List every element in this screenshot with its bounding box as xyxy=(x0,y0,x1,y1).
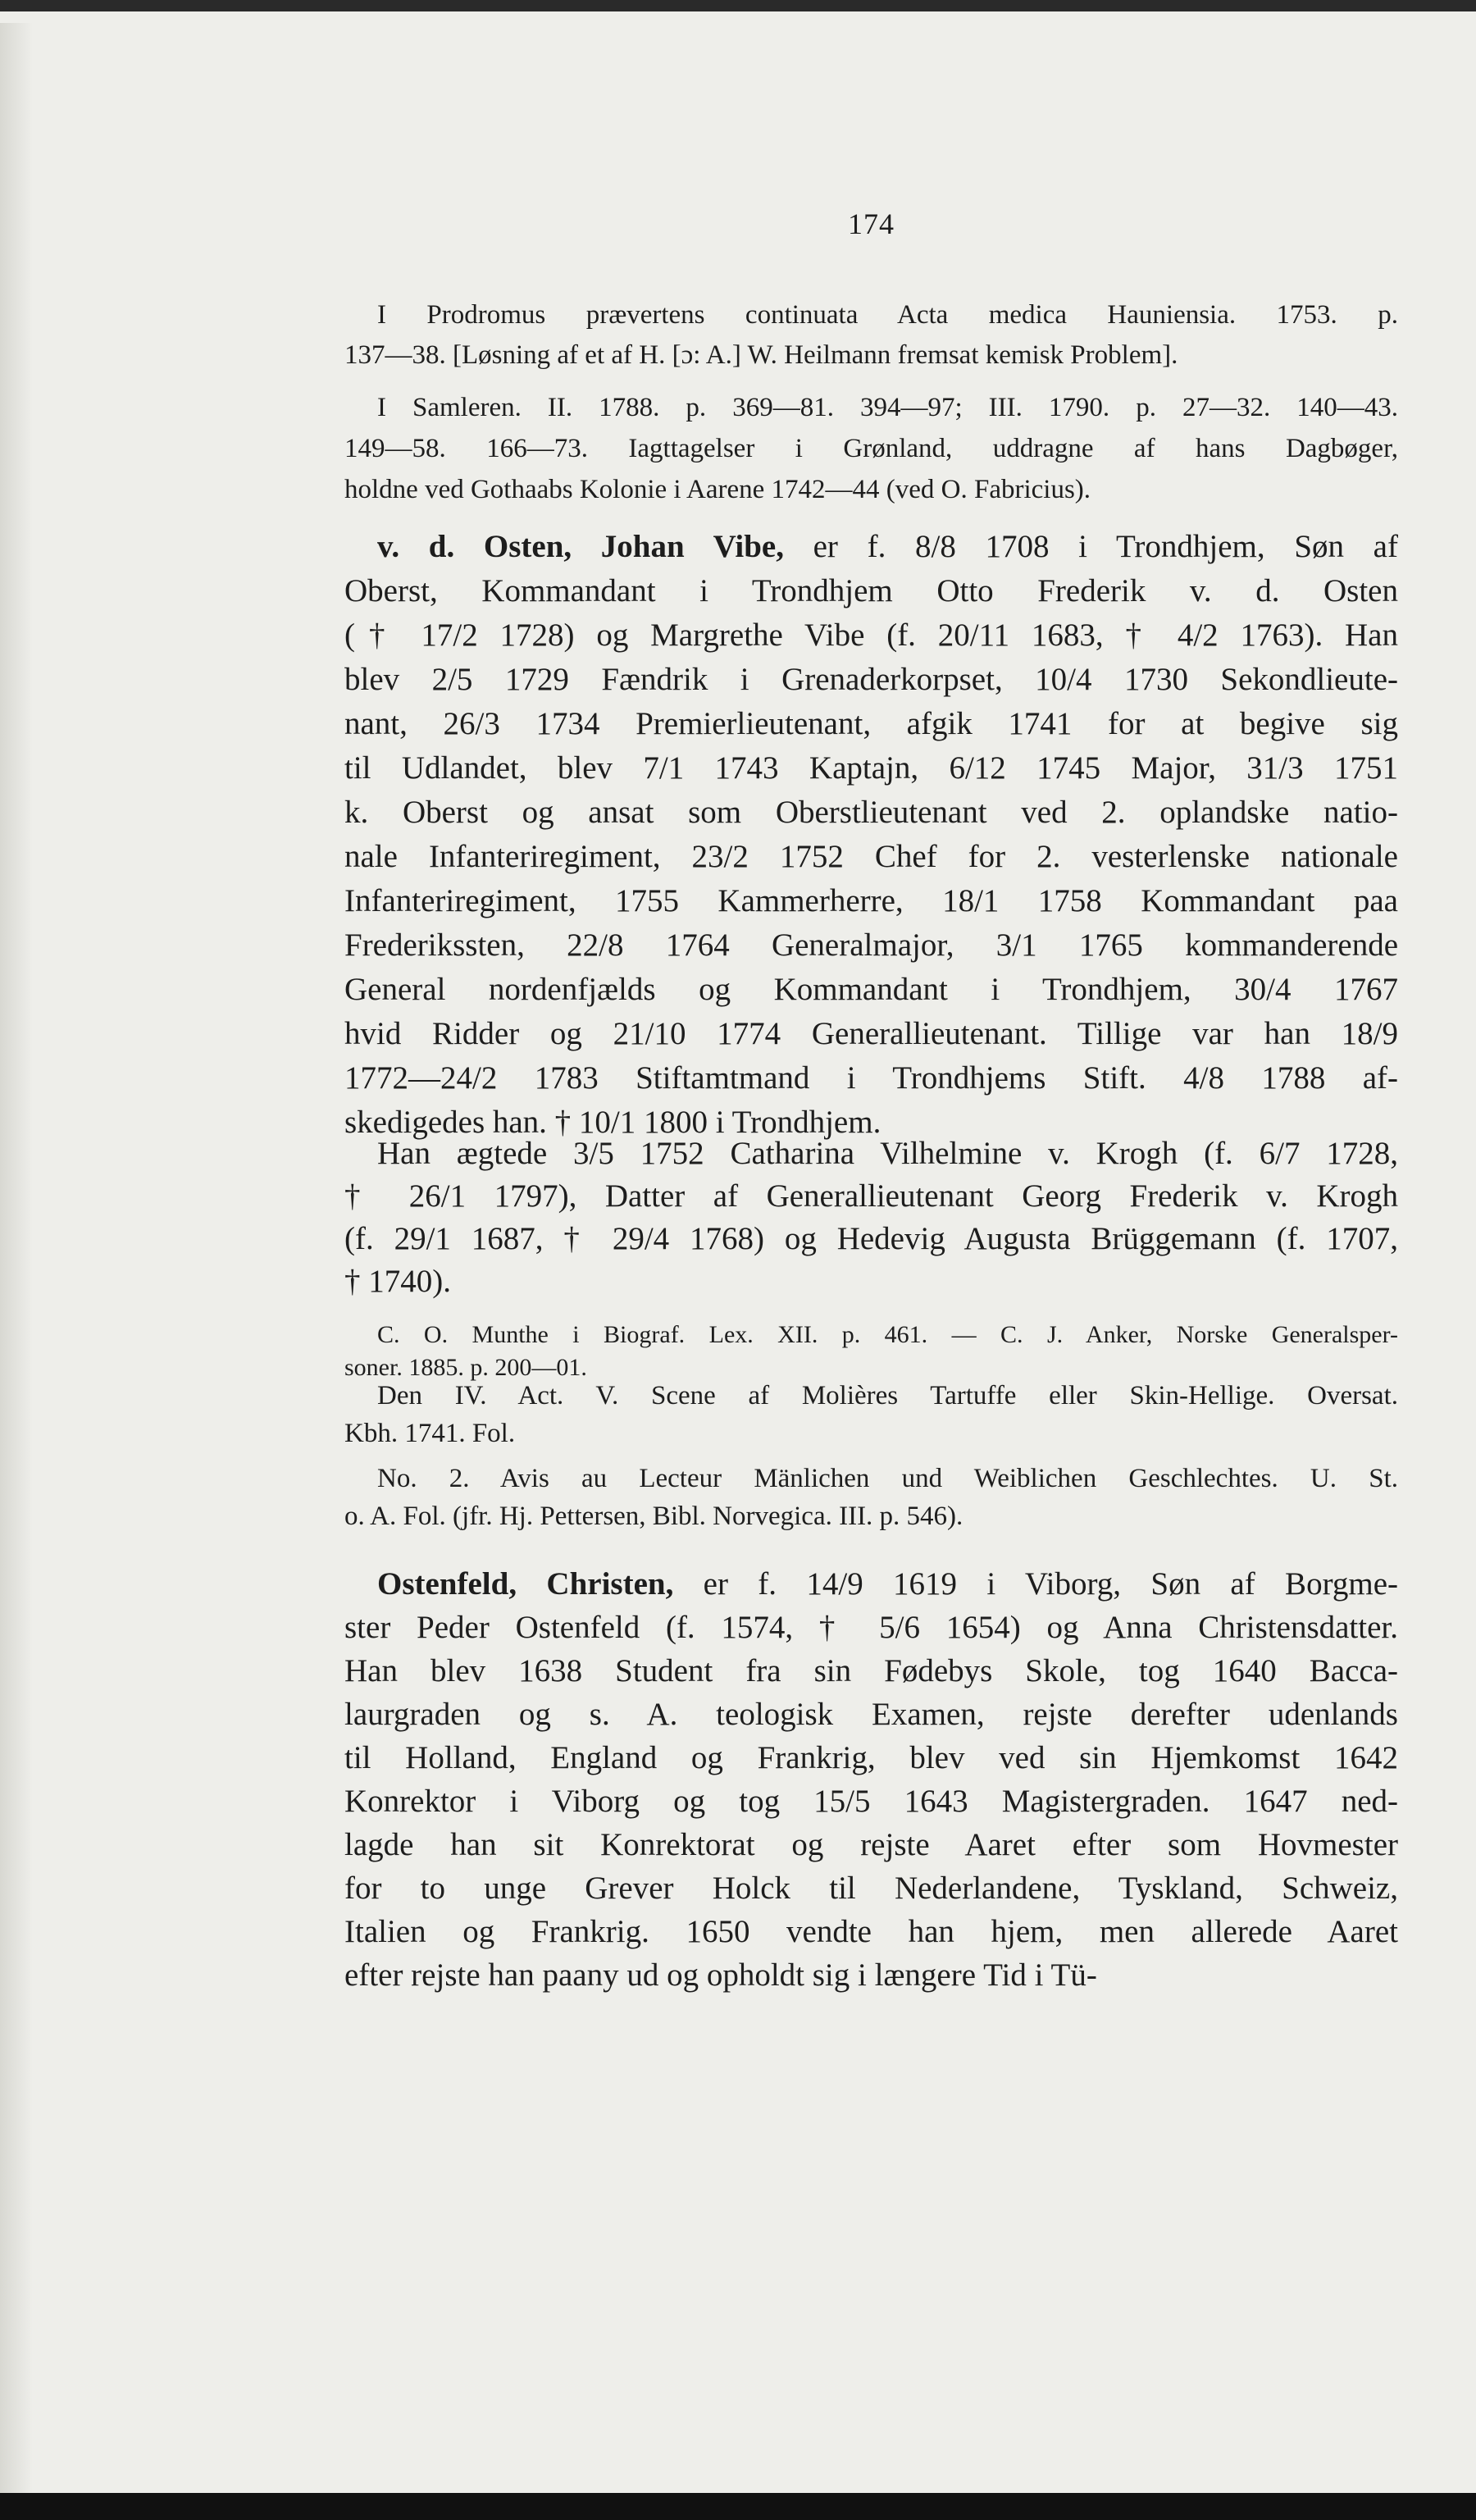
text-line: holdne ved Gothaabs Kolonie i Aarene 1742—44 (ved O. Fabricius). xyxy=(344,475,1091,504)
text-line: I Samleren. II. 1788. p. 369—81. 394—97; III. 1790. p. 27—32. 140—43. xyxy=(377,393,1398,422)
text-line: ster Peder Ostenfeld (f. 1574, † 5/6 1654) og Anna Christensdatter. xyxy=(344,1610,1398,1645)
text-line: laurgraden og s. A. teologisk Examen, rejste derefter udenlands xyxy=(344,1697,1398,1732)
text-line: blev 2/5 1729 Fændrik i Grenaderkorpset, 10/4 1730 Sekondlieute- xyxy=(344,662,1398,697)
text-line: † 1740). xyxy=(344,1264,451,1299)
text-line: Konrektor i Viborg og tog 15/5 1643 Magistergraden. 1647 ned- xyxy=(344,1784,1398,1819)
text-line: v. d. Osten, Johan Vibe, er f. 8/8 1708 i Trondhjem, Søn af xyxy=(377,529,1398,564)
text-line: (f. 29/1 1687, † 29/4 1768) og Hedevig Augusta Brüggemann (f. 1707, xyxy=(344,1221,1398,1256)
text-line: Ostenfeld, Christen, er f. 14/9 1619 i Viborg, Søn af Borgme- xyxy=(377,1566,1398,1602)
text-line: 1772—24/2 1783 Stiftamtmand i Trondhjems Stift. 4/8 1788 af- xyxy=(344,1060,1398,1096)
text-line: Han blev 1638 Student fra sin Fødebys Skole, tog 1640 Bacca- xyxy=(344,1653,1398,1688)
text-line: 137—38. [Løsning af et af H. [ɔ: A.] W. Heilmann fremsat kemisk Problem]. xyxy=(344,340,1178,370)
text-line: C. O. Munthe i Biograf. Lex. XII. p. 461. — C. J. Anker, Norske Generalsper- xyxy=(377,1321,1398,1348)
text-line: Italien og Frankrig. 1650 vendte han hjem, men allerede Aaret xyxy=(344,1914,1398,1949)
text-line: I Prodromus prævertens continuata Acta medica Hauniensia. 1753. p. xyxy=(377,300,1398,330)
text-line: Infanteriregiment, 1755 Kammerherre, 18/1 1758 Kommandant paa xyxy=(344,883,1398,918)
text-line: 149—58. 166—73. Iagttagelser i Grønland, uddragne af hans Dagbøger, xyxy=(344,434,1398,463)
page-gutter-shadow xyxy=(0,23,33,2504)
text-line: nale Infanteriregiment, 23/2 1752 Chef for 2. vesterlenske nationale xyxy=(344,839,1398,874)
text-line: General nordenfjælds og Kommandant i Trondhjem, 30/4 1767 xyxy=(344,972,1398,1007)
text-line: († 17/2 1728) og Margrethe Vibe (f. 20/11 1683, † 4/2 1763). Han xyxy=(344,617,1398,653)
text-line: Kbh. 1741. Fol. xyxy=(344,1419,516,1448)
text-line: nant, 26/3 1734 Premierlieutenant, afgik 1741 for at begive sig xyxy=(344,706,1398,741)
text-line: til Udlandet, blev 7/1 1743 Kaptajn, 6/12 1745 Major, 31/3 1751 xyxy=(344,750,1398,786)
text-line: Den IV. Act. V. Scene af Molières Tartuffe eller Skin-Hellige. Oversat. xyxy=(377,1381,1398,1410)
page-number: 174 xyxy=(848,207,895,240)
text-line: Frederikssten, 22/8 1764 Generalmajor, 3/1 1765 kommanderende xyxy=(344,927,1398,963)
text-line: o. A. Fol. (jfr. Hj. Pettersen, Bibl. Norvegica. III. p. 546). xyxy=(344,1502,963,1531)
text-line: Han ægtede 3/5 1752 Catharina Vilhelmine v. Krogh (f. 6/7 1728, xyxy=(377,1136,1398,1171)
text-line: soner. 1885. p. 200—01. xyxy=(344,1354,587,1381)
text-line: lagde han sit Konrektorat og rejste Aaret efter som Hovmester xyxy=(344,1827,1398,1862)
scan-bottom-edge xyxy=(0,2493,1476,2520)
text-line: k. Oberst og ansat som Oberstlieutenant ved 2. oplandske natio- xyxy=(344,795,1398,830)
text-line: No. 2. Avis au Lecteur Mänlichen und Weiblichen Geschlechtes. U. St. xyxy=(377,1464,1398,1493)
text-line: til Holland, England og Frankrig, blev ved sin Hjemkomst 1642 xyxy=(344,1740,1398,1775)
text-line: † 26/1 1797), Datter af Generallieutenant Georg Frederik v. Krogh xyxy=(344,1178,1398,1214)
text-line: Oberst, Kommandant i Trondhjem Otto Frederik v. d. Osten xyxy=(344,573,1398,608)
text-line: efter rejste han paany ud og opholdt sig i længere Tid i Tü- xyxy=(344,1957,1097,1993)
text-line: skedigedes han. † 10/1 1800 i Trondhjem. xyxy=(344,1105,882,1140)
text-line: hvid Ridder og 21/10 1774 Generallieutenant. Tillige var han 18/9 xyxy=(344,1016,1398,1051)
text-line: for to unge Grever Holck til Nederlandene, Tyskland, Schweiz, xyxy=(344,1871,1398,1906)
